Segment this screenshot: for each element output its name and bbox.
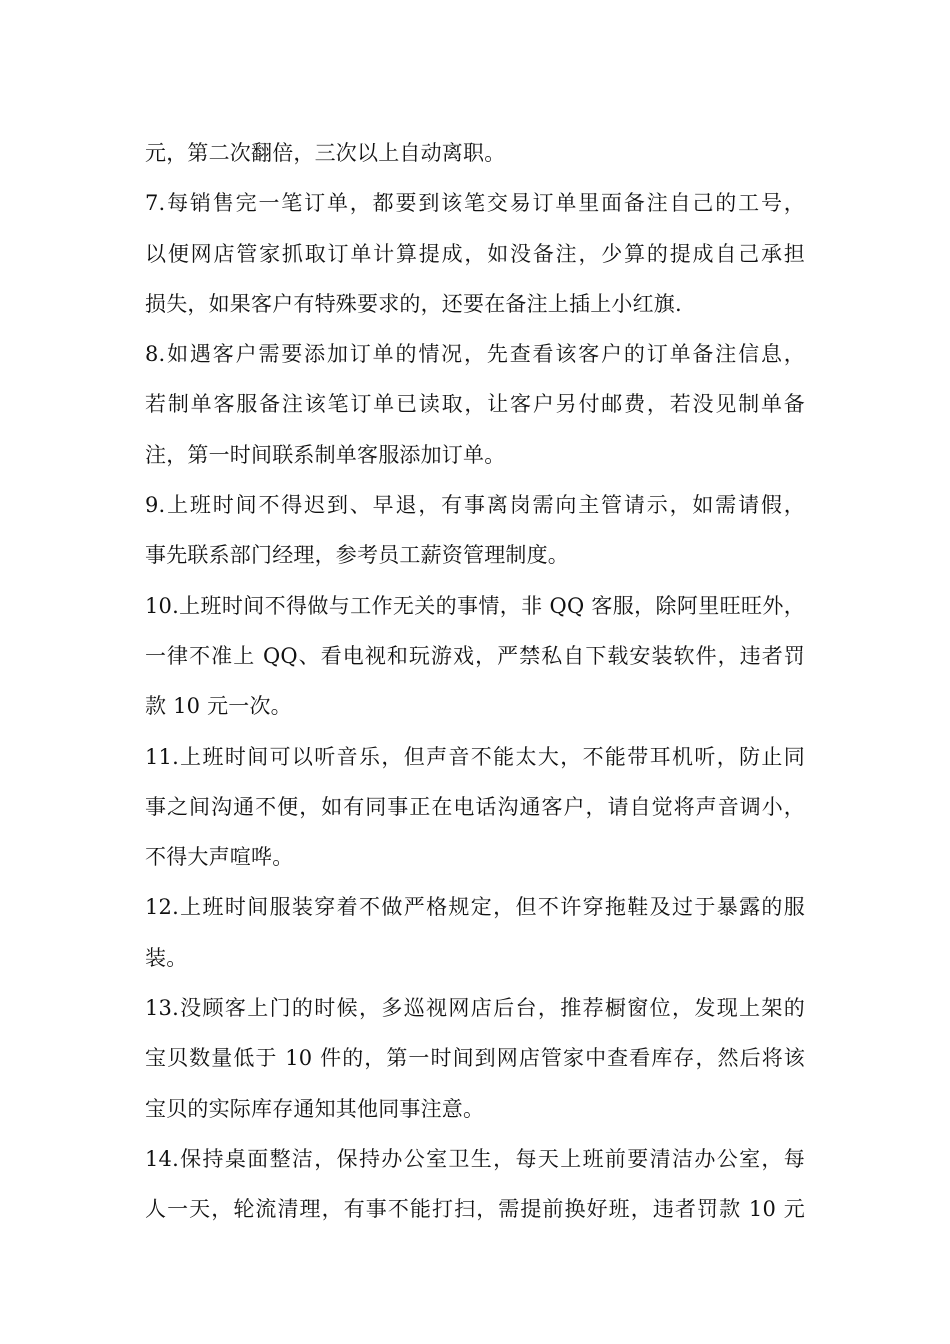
- text-line: 事之间沟通不便，如有同事正在电话沟通客户，请自觉将声音调小，: [145, 794, 805, 819]
- text-line: 款 10 元一次。: [145, 694, 292, 719]
- text-line: 12.上班时间服装穿着不做严格规定，但不许穿拖鞋及过于暴露的服: [145, 895, 805, 920]
- text-line: 7.每销售完一笔订单，都要到该笔交易订单里面备注自己的工号，: [145, 191, 805, 216]
- text-line: 以便网店管家抓取订单计算提成，如没备注，少算的提成自己承担: [145, 241, 805, 266]
- text-line: 人一天，轮流清理，有事不能打扫，需提前换好班，违者罚款 10 元: [145, 1197, 805, 1222]
- text-line: 9.上班时间不得迟到、早退，有事离岗需向主管请示，如需请假，: [145, 493, 805, 518]
- text-line: 注，第一时间联系制单客服添加订单。: [145, 442, 506, 467]
- text-line: 装。: [145, 945, 188, 970]
- text-line: 宝贝数量低于 10 件的，第一时间到网店管家中查看库存，然后将该: [145, 1046, 805, 1071]
- text-line: 8.如遇客户需要添加订单的情况，先查看该客户的订单备注信息，: [145, 342, 805, 367]
- text-line: 10.上班时间不得做与工作无关的事情，非 QQ 客服，除阿里旺旺外，: [145, 593, 805, 618]
- document-body: [145, 128, 805, 1235]
- text-line: 13.没顾客上门的时候，多巡视网店后台，推荐橱窗位，发现上架的: [145, 996, 805, 1021]
- text-line: 不得大声喧哗。: [145, 845, 294, 870]
- text-line: 一律不准上 QQ、看电视和玩游戏，严禁私自下载安装软件，违者罚: [145, 643, 805, 668]
- text-line: 元，第二次翻倍，三次以上自动离职。: [145, 141, 506, 165]
- text-line: 11.上班时间可以听音乐，但声音不能太大，不能带耳机听，防止同: [145, 744, 805, 769]
- text-line: 宝贝的实际库存通知其他同事注意。: [145, 1096, 485, 1121]
- text-line: 若制单客服备注该笔订单已读取，让客户另付邮费，若没见制单备: [145, 392, 805, 417]
- text-line: 事先联系部门经理，参考员工薪资管理制度。: [145, 543, 569, 568]
- text-line: 损失，如果客户有特殊要求的，还要在备注上插上小红旗.: [145, 291, 682, 316]
- text-line: 14.保持桌面整洁，保持办公室卫生，每天上班前要清洁办公室，每: [145, 1146, 805, 1171]
